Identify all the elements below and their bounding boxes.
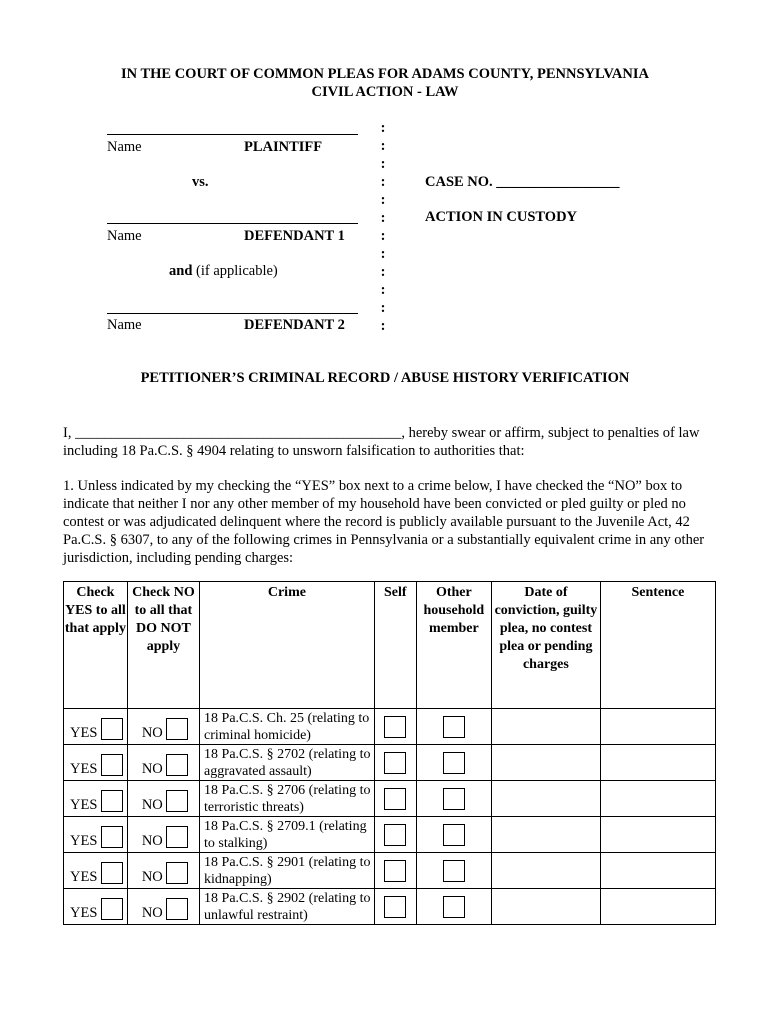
self-checkbox[interactable] <box>384 788 406 810</box>
crime-cell: 18 Pa.C.S. § 2709.1 (relating to stalking) <box>200 817 375 853</box>
no-label: NO <box>141 761 163 777</box>
yes-label: YES <box>70 725 98 741</box>
sentence-cell[interactable] <box>600 853 715 889</box>
caption-colon: : <box>380 174 386 190</box>
caption-colon: : <box>380 318 386 334</box>
court-header-line2: CIVIL ACTION - LAW <box>311 84 459 100</box>
other-household-checkbox[interactable] <box>443 716 465 738</box>
date-cell[interactable] <box>492 889 601 925</box>
header-check-no: Check NO to all that DO NOT apply <box>127 582 199 709</box>
caption-colon: : <box>380 210 386 226</box>
defendant1-label: DEFENDANT 1 <box>244 228 345 244</box>
no-label: NO <box>141 833 163 849</box>
no-label: NO <box>141 725 163 741</box>
other-household-checkbox[interactable] <box>443 788 465 810</box>
crimes-table <box>63 581 716 925</box>
defendant1-name-label: Name <box>107 228 142 244</box>
caption-colon: : <box>380 120 386 136</box>
no-checkbox[interactable] <box>166 718 188 740</box>
plaintiff-label: PLAINTIFF <box>244 139 323 155</box>
defendant2-name-label: Name <box>107 317 142 333</box>
header-self: Self <box>374 582 416 709</box>
caption-colon: : <box>380 246 386 262</box>
caption-colon: : <box>380 300 386 316</box>
self-checkbox[interactable] <box>384 752 406 774</box>
sentence-cell[interactable] <box>600 817 715 853</box>
header-crime: Crime <box>200 582 375 709</box>
document-title: PETITIONER’S CRIMINAL RECORD / ABUSE HISTORY VERIFICATION <box>140 370 630 386</box>
defendant2-label: DEFENDANT 2 <box>244 317 345 333</box>
self-checkbox[interactable] <box>384 824 406 846</box>
other-household-checkbox[interactable] <box>443 824 465 846</box>
crime-cell: 18 Pa.C.S. § 2901 (relating to kidnapping) <box>200 853 375 889</box>
sentence-cell[interactable] <box>600 889 715 925</box>
caption-colon: : <box>380 264 386 280</box>
yes-checkbox[interactable] <box>101 898 123 920</box>
crime-cell: 18 Pa.C.S. § 2902 (relating to unlawful restraint) <box>200 889 375 925</box>
table-row <box>64 889 716 925</box>
sentence-cell[interactable] <box>600 709 715 745</box>
no-label: NO <box>141 797 163 813</box>
yes-checkbox[interactable] <box>101 754 123 776</box>
plaintiff-name-label: Name <box>107 139 142 155</box>
date-cell[interactable] <box>492 745 601 781</box>
date-cell[interactable] <box>492 781 601 817</box>
caption-colon: : <box>380 282 386 298</box>
yes-checkbox[interactable] <box>101 790 123 812</box>
date-cell[interactable] <box>492 853 601 889</box>
no-checkbox[interactable] <box>166 790 188 812</box>
table-header-row <box>64 582 716 709</box>
no-checkbox[interactable] <box>166 826 188 848</box>
defendant1-name-line[interactable] <box>107 223 358 224</box>
table-row <box>64 817 716 853</box>
no-checkbox[interactable] <box>166 754 188 776</box>
no-label: NO <box>141 905 163 921</box>
sentence-cell[interactable] <box>600 781 715 817</box>
table-row <box>64 853 716 889</box>
yes-checkbox[interactable] <box>101 718 123 740</box>
yes-checkbox[interactable] <box>101 826 123 848</box>
caption-colon: : <box>380 228 386 244</box>
other-household-checkbox[interactable] <box>443 860 465 882</box>
vs-label: vs. <box>192 174 209 190</box>
case-number-field[interactable]: CASE NO. _________________ <box>425 174 620 190</box>
defendant2-name-line[interactable] <box>107 313 358 314</box>
header-other-household-member: Other household member <box>416 582 491 709</box>
yes-label: YES <box>70 761 98 777</box>
court-header-line1: IN THE COURT OF COMMON PLEAS FOR ADAMS COUNTY, PENNSYLVANIA <box>120 66 649 82</box>
yes-label: YES <box>70 797 98 813</box>
crime-cell: 18 Pa.C.S. § 2702 (relating to aggravated assault) <box>200 745 375 781</box>
caption-colon: : <box>380 156 386 172</box>
caption-colon: : <box>380 192 386 208</box>
other-household-checkbox[interactable] <box>443 752 465 774</box>
yes-checkbox[interactable] <box>101 862 123 884</box>
sentence-cell[interactable] <box>600 745 715 781</box>
self-checkbox[interactable] <box>384 860 406 882</box>
header-sentence: Sentence <box>600 582 715 709</box>
item-1-text: 1. Unless indicated by my checking the “YES” box next to a crime below, I have checked the “NO” box to indicate that neither I nor any other member of my household have been convicted or pled guilty or pled no contest or was adjudicated delinquent where the record is publicly available pursuant to the Juvenile Act, 42 Pa.C.S. § 6307, to any of the following crimes in Pennsylvania or a substantially equivalent crime in any other jurisdiction, including pending charges: <box>63 478 705 566</box>
date-cell[interactable] <box>492 817 601 853</box>
no-label: NO <box>141 869 163 885</box>
and-if-applicable: and (if applicable) <box>169 263 278 279</box>
header-check-yes: Check YES to all that apply <box>64 582 128 709</box>
plaintiff-name-line[interactable] <box>107 134 358 135</box>
action-in-custody: ACTION IN CUSTODY <box>425 209 578 225</box>
table-row <box>64 745 716 781</box>
other-household-checkbox[interactable] <box>443 896 465 918</box>
sworn-statement: I, _____________________________________________, hereby swear or affirm, subject to penalties of law including 18 Pa.C.S. § 4904 relating to unsworn falsification to authorities that: <box>63 425 700 459</box>
table-row <box>64 709 716 745</box>
self-checkbox[interactable] <box>384 716 406 738</box>
yes-label: YES <box>70 869 98 885</box>
yes-label: YES <box>70 905 98 921</box>
caption-colon: : <box>380 138 386 154</box>
table-row <box>64 781 716 817</box>
crime-cell: 18 Pa.C.S. Ch. 25 (relating to criminal homicide) <box>200 709 375 745</box>
yes-label: YES <box>70 833 98 849</box>
header-date-of-conviction: Date of conviction, guilty plea, no contest plea or pending charges <box>492 582 601 709</box>
no-checkbox[interactable] <box>166 862 188 884</box>
date-cell[interactable] <box>492 709 601 745</box>
self-checkbox[interactable] <box>384 896 406 918</box>
crime-cell: 18 Pa.C.S. § 2706 (relating to terroristic threats) <box>200 781 375 817</box>
no-checkbox[interactable] <box>166 898 188 920</box>
